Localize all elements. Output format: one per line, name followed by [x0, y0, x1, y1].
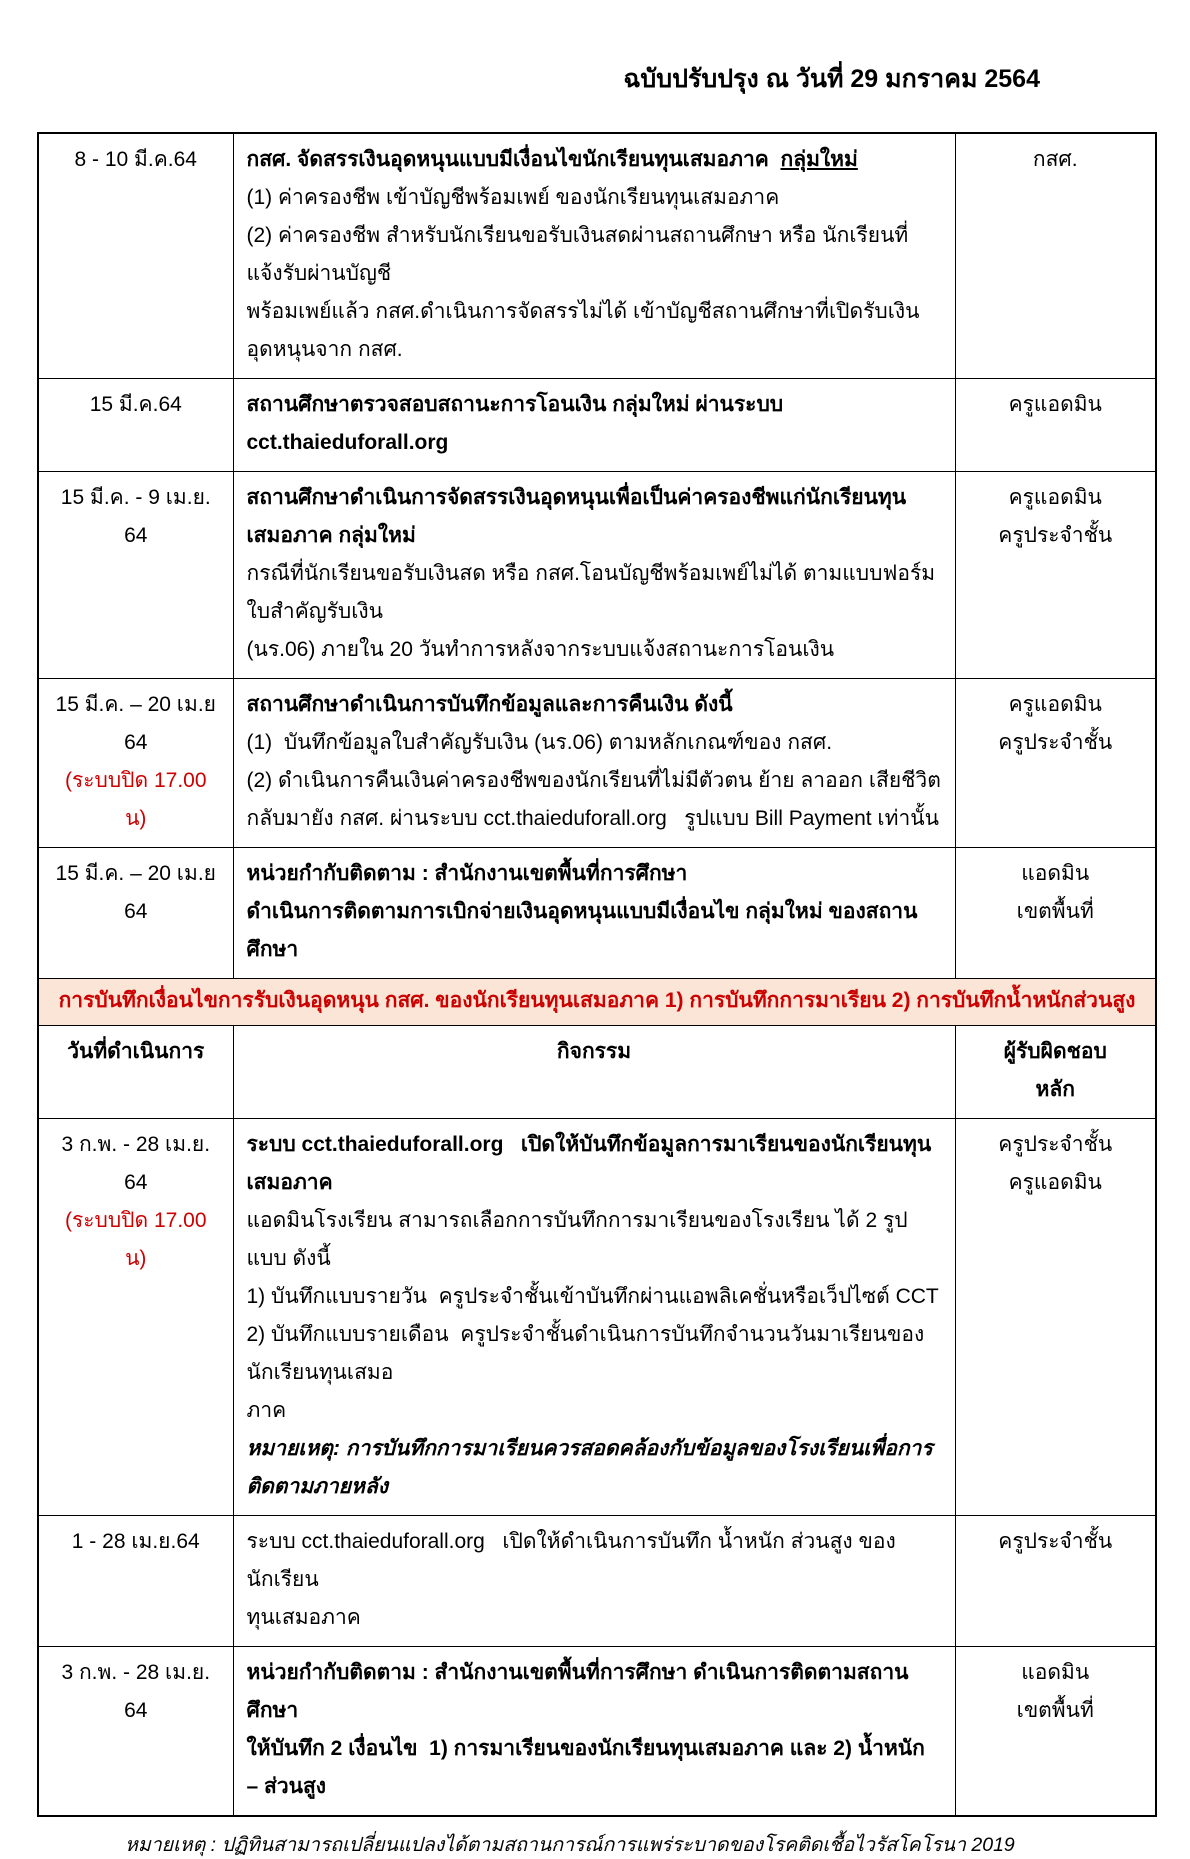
- activity-cell: [233, 133, 955, 379]
- text-run: กรณีที่นักเรียนขอรับเงินสด หรือ กสศ.โอนบัญชีพร้อมเพย์ไม่ได้ ตามแบบฟอร์มใบสำคัญรับเงิน: [246, 562, 936, 623]
- text-line: เขตพื้นที่: [1016, 1699, 1094, 1722]
- responsible-cell: [955, 379, 1156, 472]
- text-run: ให้บันทึก 2 เงื่อนไข 1) การมาเรียนของนักเรียนทุนเสมอภาค และ 2) น้ำหนัก – ส่วนสูง: [246, 1737, 931, 1798]
- text-line: ครูประจำชั้น: [998, 1530, 1113, 1553]
- responsible-cell: [955, 679, 1156, 848]
- text-line: กิจกรรม: [556, 1040, 632, 1063]
- date-cell: [38, 379, 233, 472]
- schedule-table: [37, 132, 1157, 1817]
- text-run: ระบบ cct.thaieduforall.org เปิดให้ดำเนินการบันทึก น้ำหนัก ส่วนสูง ของนักเรียน: [246, 1530, 896, 1591]
- table-row: [38, 1516, 1156, 1647]
- text-line: [52, 1126, 220, 1202]
- text-run: 15 มี.ค. – 20 เม.ย 64: [55, 862, 222, 923]
- text-line: ครูแอดมิน: [1008, 693, 1102, 716]
- responsible-cell: [955, 1516, 1156, 1647]
- text-run: กลุ่มใหม่: [780, 148, 858, 171]
- date-cell: [38, 1647, 233, 1817]
- text-run: พร้อมเพย์แล้ว กสศ.ดำเนินการจัดสรรไม่ได้ เข้าบัญชีสถานศึกษาที่เปิดรับเงินอุดหนุนจาก กสศ.: [246, 300, 920, 361]
- date-cell: [38, 848, 233, 979]
- text-run: ระบบ cct.thaieduforall.org เปิดให้บันทึกข้อมูลการมาเรียนของนักเรียนทุนเสมอภาค: [246, 1133, 932, 1194]
- date-cell: [38, 1516, 233, 1647]
- text-run: (2) ดำเนินการคืนเงินค่าครองชีพของนักเรียนที่ไม่มีตัวตน ย้าย ลาออก เสียชีวิต: [246, 769, 941, 792]
- text-run: (ระบบปิด 17.00 น): [64, 1209, 213, 1270]
- text-run: กสศ. จัดสรรเงินอุดหนุนแบบมีเงื่อนไขนักเรียนทุนเสมอภาค: [246, 148, 781, 171]
- text-run: กลับมายัง กสศ. ผ่านระบบ cct.thaieduforall.org รูปแบบ Bill Payment เท่านั้น: [246, 807, 939, 830]
- text-line: [247, 479, 942, 555]
- text-line: ครูประจำชั้น: [998, 524, 1113, 547]
- activity-cell: [233, 1647, 955, 1817]
- date-cell: [38, 1119, 233, 1516]
- date-cell: [38, 133, 233, 379]
- text-line: [247, 179, 942, 217]
- text-run: (ระบบปิด 17.00 น): [64, 769, 213, 830]
- date-cell: [38, 472, 233, 679]
- text-line: [247, 293, 942, 369]
- text-line: [247, 800, 942, 838]
- responsible-cell: [955, 133, 1156, 379]
- table-row: [38, 1647, 1156, 1817]
- text-line: [247, 1730, 942, 1806]
- responsible-cell: [955, 848, 1156, 979]
- text-line: [247, 724, 942, 762]
- text-line: [52, 1202, 220, 1278]
- text-line: เขตพื้นที่: [1016, 900, 1094, 923]
- text-line: [247, 1392, 942, 1430]
- text-line: ครูประจำชั้น: [998, 1133, 1113, 1156]
- text-line: [52, 479, 220, 555]
- text-line: [247, 762, 942, 800]
- section-banner: การบันทึกเงื่อนไขการรับเงินอุดหนุน กสศ. ของนักเรียนทุนเสมอภาค 1) การบันทึกการมาเรียน 2) การบันทึกน้ำหนักส่วนสูง: [38, 979, 1156, 1026]
- text-line: กสศ.: [1032, 148, 1078, 171]
- text-line: [52, 686, 220, 762]
- text-line: [247, 1278, 942, 1316]
- text-line: [247, 1316, 942, 1392]
- text-line: ครูแอดมิน: [1008, 486, 1102, 509]
- text-run: 1) บันทึกแบบรายวัน ครูประจำชั้นเข้าบันทึกผ่านแอพลิเคชั่นหรือเว็ปไซต์ CCT: [246, 1285, 939, 1308]
- text-line: [247, 1202, 942, 1278]
- text-run: สถานศึกษาดำเนินการจัดสรรเงินอุดหนุนเพื่อเป็นค่าครองชีพแก่นักเรียนทุนเสมอภาค กลุ่มใหม่: [246, 486, 907, 547]
- text-line: [52, 1654, 220, 1730]
- text-run: 3 ก.พ. - 28 เม.ย. 64: [61, 1661, 216, 1722]
- text-run: 15 มี.ค. - 9 เม.ย. 64: [60, 486, 217, 547]
- table-row: [38, 1119, 1156, 1516]
- activity-cell: [233, 1516, 955, 1647]
- text-line: [52, 1523, 220, 1561]
- text-line: [247, 1599, 942, 1637]
- table-row: [38, 133, 1156, 379]
- text-run: 15 มี.ค. – 20 เม.ย 64: [55, 693, 222, 754]
- text-line: [247, 686, 942, 724]
- footer-note: หมายเหตุ : ปฏิทินสามารถเปลี่ยนแปลงได้ตามสถานการณ์การแพร่ระบาดของโรคติดเชื้อไวรัสโคโรนา 2019: [125, 1834, 1015, 1856]
- activity-cell: [233, 848, 955, 979]
- text-run: (2) ค่าครองชีพ สำหรับนักเรียนขอรับเงินสดผ่านสถานศึกษา หรือ นักเรียนที่แจ้งรับผ่านบัญชี: [246, 224, 909, 285]
- activity-cell: [233, 679, 955, 848]
- page-title: ฉบับปรับปรุง ณ วันที่ 29 มกราคม 2564: [623, 65, 1040, 93]
- text-line: [247, 893, 942, 969]
- section-banner-row: [38, 979, 1156, 1026]
- text-run: หน่วยกำกับติดตาม : สำนักงานเขตพื้นที่การศึกษา: [246, 862, 688, 885]
- text-run: (1) ค่าครองชีพ เข้าบัญชีพร้อมเพย์ ของนักเรียนทุนเสมอภาค: [246, 186, 780, 209]
- text-line: [247, 386, 942, 462]
- text-line: [52, 141, 220, 179]
- text-run: 15 มี.ค.64: [89, 393, 182, 416]
- text-line: [247, 1654, 942, 1730]
- text-line: [247, 217, 942, 293]
- schedule-table-body: [38, 133, 1156, 1816]
- text-line: [247, 1430, 942, 1506]
- text-run: 8 - 10 มี.ค.64: [74, 148, 197, 171]
- text-line: วันที่ดำเนินการ: [67, 1040, 205, 1063]
- text-line: [247, 555, 942, 631]
- text-run: ภาค: [246, 1399, 287, 1422]
- column-header-activity: [233, 1026, 955, 1119]
- text-run: ดำเนินการติดตามการเบิกจ่ายเงินอุดหนุนแบบมีเงื่อนไข กลุ่มใหม่ ของสถานศึกษา: [246, 900, 918, 961]
- text-line: ครูแอดมิน: [1008, 1171, 1102, 1194]
- table-row: [38, 848, 1156, 979]
- text-line: [52, 855, 220, 931]
- text-line: ผู้รับผิดชอบ: [1003, 1040, 1107, 1063]
- activity-cell: [233, 472, 955, 679]
- text-run: แอดมินโรงเรียน สามารถเลือกการบันทึกการมาเรียนของโรงเรียน ได้ 2 รูปแบบ ดังนี้: [246, 1209, 908, 1270]
- responsible-cell: [955, 1119, 1156, 1516]
- text-run: 3 ก.พ. - 28 เม.ย. 64: [61, 1133, 216, 1194]
- text-line: หลัก: [1035, 1078, 1075, 1101]
- date-cell: [38, 679, 233, 848]
- text-line: [247, 631, 942, 669]
- text-run: 2) บันทึกแบบรายเดือน ครูประจำชั้นดำเนินการบันทึกจำนวนวันมาเรียนของนักเรียนทุนเสมอ: [246, 1323, 925, 1384]
- table-row: [38, 379, 1156, 472]
- text-line: [247, 855, 942, 893]
- text-line: แอดมิน: [1021, 862, 1090, 885]
- text-run: (นร.06) ภายใน 20 วันทำการหลังจากระบบแจ้งสถานะการโอนเงิน: [246, 638, 835, 661]
- responsible-cell: [955, 472, 1156, 679]
- column-header-responsible: [955, 1026, 1156, 1119]
- responsible-cell: [955, 1647, 1156, 1817]
- text-line: [247, 141, 942, 179]
- text-line: ครูแอดมิน: [1008, 393, 1102, 416]
- table-row: [38, 472, 1156, 679]
- activity-cell: [233, 1119, 955, 1516]
- text-run: หมายเหตุ: การบันทึกการมาเรียนควรสอดคล้องกับข้อมูลของโรงเรียนเพื่อการติดตามภายหลัง: [246, 1437, 933, 1498]
- text-run: (1) บันทึกข้อมูลใบสำคัญรับเงิน (นร.06) ตามหลักเกณฑ์ของ กสศ.: [246, 731, 833, 754]
- text-run: ทุนเสมอภาค: [246, 1606, 361, 1629]
- text-line: [247, 1523, 942, 1599]
- text-run: 1 - 28 เม.ย.64: [71, 1530, 200, 1553]
- column-header-date: [38, 1026, 233, 1119]
- text-line: แอดมิน: [1021, 1661, 1090, 1684]
- text-line: ครูประจำชั้น: [998, 731, 1113, 754]
- text-line: [247, 1126, 942, 1202]
- text-line: [52, 762, 220, 838]
- activity-cell: [233, 379, 955, 472]
- table-row: [38, 679, 1156, 848]
- text-run: สถานศึกษาดำเนินการบันทึกข้อมูลและการคืนเงิน ดังนี้: [246, 693, 733, 716]
- text-run: หน่วยกำกับติดตาม : สำนักงานเขตพื้นที่การศึกษา ดำเนินการติดตามสถานศึกษา: [246, 1661, 909, 1722]
- text-line: [52, 386, 220, 424]
- text-run: สถานศึกษาตรวจสอบสถานะการโอนเงิน กลุ่มใหม่ ผ่านระบบ cct.thaieduforall.org: [246, 393, 789, 454]
- column-header-row: [38, 1026, 1156, 1119]
